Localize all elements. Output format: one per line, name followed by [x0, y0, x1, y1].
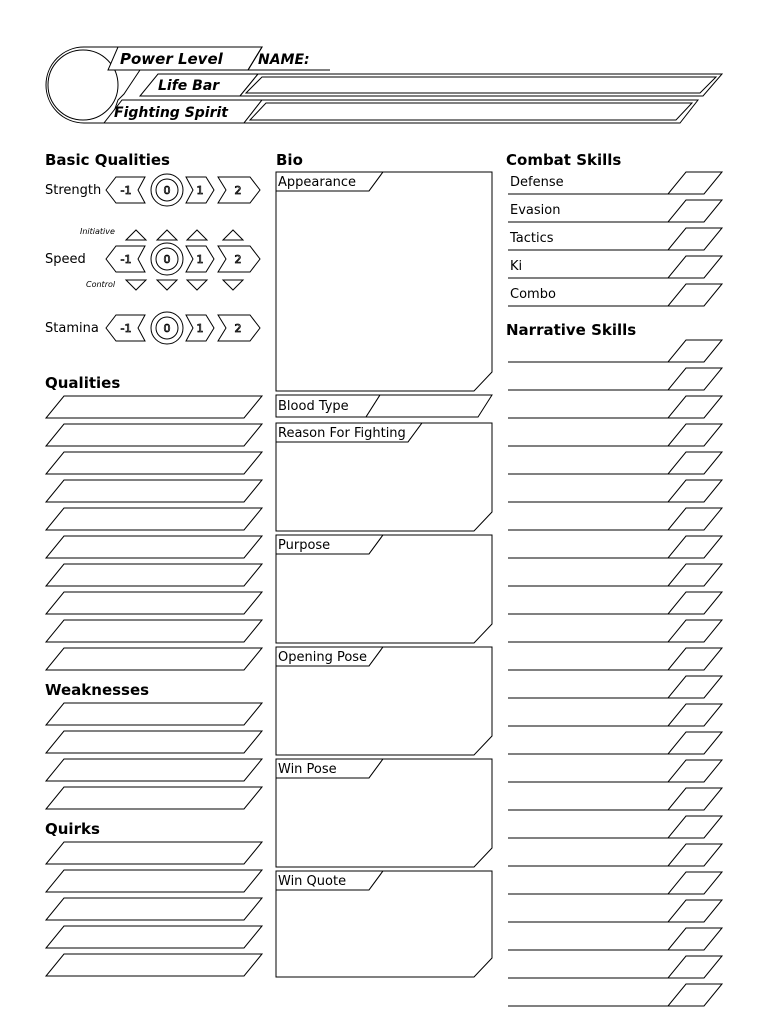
initiative-triangle[interactable]	[187, 230, 207, 240]
speed-selector	[106, 243, 260, 275]
strength-label: Strength	[45, 183, 102, 198]
speed-label: Speed	[45, 252, 86, 267]
combat-skills-title: Combat Skills	[506, 151, 622, 169]
control-triangle[interactable]	[223, 280, 243, 290]
narrative-skill-line[interactable]	[508, 340, 722, 362]
combat-skill-label: Ki	[510, 259, 523, 274]
life-bar-label: Life Bar	[158, 78, 220, 94]
combat-skill-label: Evasion	[510, 203, 561, 218]
win-pose-label: Win Pose	[278, 762, 337, 777]
control-triangle[interactable]	[187, 280, 207, 290]
quirk-line[interactable]	[46, 870, 262, 892]
speed-level-label: -1	[120, 253, 132, 266]
narrative-skills-title: Narrative Skills	[506, 321, 637, 339]
bio-title: Bio	[276, 151, 303, 169]
strength-selector	[106, 174, 260, 206]
power-level-label: Power Level	[120, 50, 223, 68]
narrative-skill-line[interactable]	[508, 424, 722, 446]
weaknesses-title: Weaknesses	[45, 681, 150, 699]
bio-section	[276, 151, 492, 977]
speed-level-label: 1	[196, 253, 204, 266]
narrative-skill-line[interactable]	[508, 816, 722, 838]
quirks-section	[45, 820, 262, 976]
blood-type-label: Blood Type	[278, 399, 349, 414]
strength-level-label: 1	[196, 184, 204, 197]
header	[46, 47, 722, 123]
combat-skill-label: Tactics	[510, 231, 554, 246]
stamina-level-label: 0	[163, 322, 171, 335]
quality-line[interactable]	[46, 648, 262, 670]
quirk-line[interactable]	[46, 898, 262, 920]
strength-level-label: 2	[234, 184, 242, 197]
narrative-skill-line[interactable]	[508, 732, 722, 754]
stamina-level-label: 1	[196, 322, 204, 335]
quality-line[interactable]	[46, 592, 262, 614]
opening-pose-label: Opening Pose	[278, 650, 368, 665]
narrative-skill-line[interactable]	[508, 872, 722, 894]
control-label: Control	[86, 280, 116, 289]
narrative-skill-line[interactable]	[508, 704, 722, 726]
narrative-skill-line[interactable]	[508, 480, 722, 502]
qualities-title: Qualities	[45, 374, 121, 392]
quirk-line[interactable]	[46, 954, 262, 976]
narrative-skills-section	[506, 321, 722, 1006]
strength-level-label: 0	[163, 184, 171, 197]
portrait-circle[interactable]	[48, 50, 118, 120]
basic-qualities-title: Basic Qualities	[45, 151, 170, 169]
life-bar-inner	[246, 77, 716, 93]
initiative-triangles	[126, 230, 243, 240]
initiative-triangle[interactable]	[157, 230, 177, 240]
control-triangle[interactable]	[126, 280, 146, 290]
weakness-line[interactable]	[46, 759, 262, 781]
weakness-line[interactable]	[46, 703, 262, 725]
narrative-skill-line[interactable]	[508, 788, 722, 810]
narrative-skill-line[interactable]	[508, 396, 722, 418]
combat-skill-label: Defense	[510, 175, 564, 190]
win-quote-label: Win Quote	[278, 874, 347, 889]
stamina-label: Stamina	[45, 321, 99, 336]
quality-line[interactable]	[46, 536, 262, 558]
blood-type-field[interactable]	[366, 395, 492, 417]
narrative-skill-line[interactable]	[508, 956, 722, 978]
quality-line[interactable]	[46, 424, 262, 446]
quirk-line[interactable]	[46, 926, 262, 948]
narrative-skill-line[interactable]	[508, 760, 722, 782]
narrative-skill-line[interactable]	[508, 900, 722, 922]
quality-line[interactable]	[46, 452, 262, 474]
narrative-skill-line[interactable]	[508, 508, 722, 530]
weaknesses-section	[45, 681, 262, 809]
weakness-line[interactable]	[46, 787, 262, 809]
weakness-line[interactable]	[46, 731, 262, 753]
quirk-line[interactable]	[46, 842, 262, 864]
combat-skill-line[interactable]	[508, 256, 722, 278]
narrative-skill-line[interactable]	[508, 648, 722, 670]
quality-line[interactable]	[46, 508, 262, 530]
narrative-skill-line[interactable]	[508, 984, 722, 1006]
narrative-skill-line[interactable]	[508, 844, 722, 866]
qualities-section	[45, 374, 262, 670]
narrative-skill-line[interactable]	[508, 452, 722, 474]
narrative-skill-line[interactable]	[508, 536, 722, 558]
name-label: NAME:	[258, 52, 310, 68]
narrative-skill-line[interactable]	[508, 676, 722, 698]
initiative-triangle[interactable]	[223, 230, 243, 240]
combat-skills-section	[506, 151, 722, 306]
control-triangles	[126, 280, 243, 290]
stamina-level-label: -1	[120, 322, 132, 335]
speed-level-label: 2	[234, 253, 242, 266]
narrative-skill-line[interactable]	[508, 564, 722, 586]
narrative-skill-line[interactable]	[508, 620, 722, 642]
initiative-label: Initiative	[80, 227, 115, 236]
quality-line[interactable]	[46, 620, 262, 642]
stamina-level-label: 2	[234, 322, 242, 335]
appearance-label: Appearance	[278, 175, 357, 190]
initiative-triangle[interactable]	[126, 230, 146, 240]
stamina-selector	[106, 312, 260, 344]
quality-line[interactable]	[46, 564, 262, 586]
narrative-skill-line[interactable]	[508, 592, 722, 614]
strength-level-label: -1	[120, 184, 132, 197]
appearance-field[interactable]	[276, 172, 492, 391]
control-triangle[interactable]	[157, 280, 177, 290]
quirks-title: Quirks	[45, 820, 100, 838]
basic-qualities-section	[45, 151, 260, 344]
narrative-skill-line[interactable]	[508, 928, 722, 950]
quality-line[interactable]	[46, 480, 262, 502]
reason-label: Reason For Fighting	[278, 426, 406, 441]
combat-skill-label: Combo	[510, 287, 556, 302]
narrative-skill-line[interactable]	[508, 368, 722, 390]
fighting-spirit-label: Fighting Spirit	[114, 105, 229, 121]
purpose-label: Purpose	[278, 538, 331, 553]
quality-line[interactable]	[46, 396, 262, 418]
fighting-spirit-inner	[250, 103, 692, 120]
stat-selectors	[106, 174, 260, 344]
speed-level-label: 0	[163, 253, 171, 266]
